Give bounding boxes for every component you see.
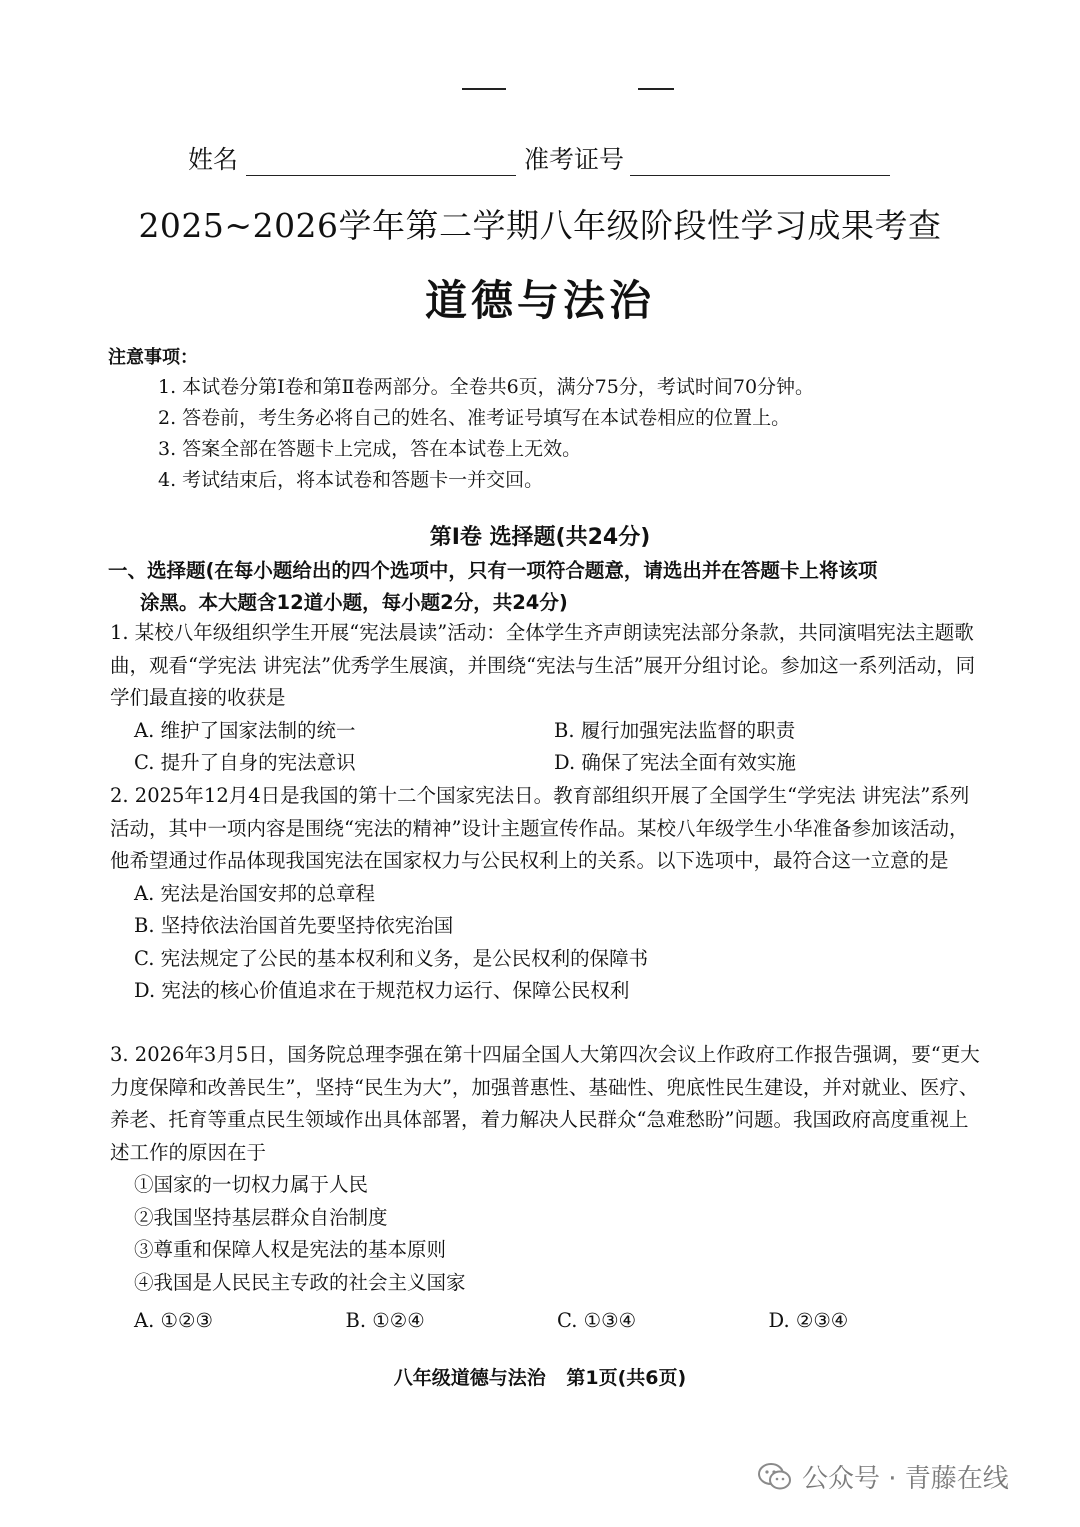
statement-item: ③尊重和保障人权是宪法的基本原则 xyxy=(134,1238,447,1261)
watermark-text: 公众号 · 青藤在线 xyxy=(802,1464,1009,1494)
section-heading-line: 涂黑。本大题含12道小题，每小题2分，共24分) xyxy=(140,591,568,614)
question-2 xyxy=(110,780,980,1008)
page-footer xyxy=(0,1363,1080,1390)
question-stem: 1. 某校八年级组织学生开展“宪法晨读”活动：全体学生齐声朗读宪法部分条款，共同演唱宪法主题歌曲，观看“学宪法 讲宪法”优秀学生展演，并围绕“宪法与生活”展开分组讨论。参加这一系列活动，同学们最直接的收获是 xyxy=(110,621,976,709)
name-blank xyxy=(246,151,516,176)
id-label: 准考证号 xyxy=(524,145,625,174)
name-label: 姓名 xyxy=(188,145,239,174)
section-heading-line: 一、选择题(在每小题给出的四个选项中，只有一项符合题意，请选出并在答题卡上将该项 xyxy=(108,559,878,582)
question-stem: 3. 2026年3月5日，国务院总理李强在第十四届全国人大第四次会议上作政府工作报告强调，要“更大力度保障和改善民生”，坚持“民生为大”，加强普惠性、基础性、兜底性民生建设，并对就业、医疗、养老、托育等重点民生领域作出具体部署，着力解决人民群众“急难愁盼”问题。我国政府高度重视上述工作的原因在于 xyxy=(110,1043,980,1164)
statement-list xyxy=(110,1169,980,1299)
notice-item: 3. 答案全部在答题卡上完成，答在本试卷上无效。 xyxy=(158,438,582,460)
candidate-info-row xyxy=(188,140,908,176)
subject-title: 道德与法治 xyxy=(424,276,655,325)
option-d: D. 宪法的核心价值追求在于规范权力运行、保障公民权利 xyxy=(134,979,630,1002)
option-c: C. ①③④ xyxy=(557,1309,637,1332)
statement-item: ④我国是人民民主专政的社会主义国家 xyxy=(134,1270,466,1294)
wechat-icon xyxy=(758,1462,792,1492)
option-list xyxy=(110,878,980,1008)
question-3 xyxy=(110,1039,980,1338)
option-c: C. 提升了自身的宪法意识 xyxy=(134,751,356,774)
part-heading: 第Ⅰ卷 选择题(共24分) xyxy=(429,525,651,550)
exam-title: 2025~2026学年第二学期八年级阶段性学习成果考查 xyxy=(138,206,942,245)
option-d: D. 确保了宪法全面有效实施 xyxy=(554,751,796,774)
question-1 xyxy=(110,617,980,780)
statement-item: ①国家的一切权力属于人民 xyxy=(134,1173,369,1196)
option-b: B. 履行加强宪法监督的职责 xyxy=(554,718,796,742)
notice-item: 1. 本试卷分第Ⅰ卷和第Ⅱ卷两部分。全卷共6页，满分75分，考试时间70分钟。 xyxy=(158,376,815,398)
footer-page: 第1页(共6页) xyxy=(566,1367,687,1389)
notice-item: 2. 答卷前，考生务必将自己的姓名、准考证号填写在本试卷相应的位置上。 xyxy=(158,407,791,429)
option-b: B. ①②④ xyxy=(345,1309,425,1332)
notice-list xyxy=(158,372,1018,496)
id-blank xyxy=(630,151,890,176)
option-c: C. 宪法规定了公民的基本权利和义务，是公民权利的保障书 xyxy=(134,946,649,970)
option-a: A. 宪法是治国安邦的总章程 xyxy=(134,881,375,905)
top-marks xyxy=(462,88,682,92)
option-b: B. 坚持依法治国首先要坚持依宪治国 xyxy=(134,914,454,937)
option-a: A. ①②③ xyxy=(134,1309,213,1332)
question-stem: 2. 2025年12月4日是我国的第十二个国家宪法日。教育部组织开展了全国学生“学宪法 讲宪法”系列活动，其中一项内容是围绕“宪法的精神”设计主题宣传作品。某校八年级学生小华准备参加该活动，他希望通过作品体现我国宪法在国家权力与公民权利上的关系。以下选项中，最符合这一立意的是 xyxy=(110,784,970,872)
option-d: D. ②③④ xyxy=(768,1309,849,1332)
statement-item: ②我国坚持基层群众自治制度 xyxy=(134,1205,388,1229)
notice-heading: 注意事项： xyxy=(108,347,198,368)
option-row xyxy=(110,1305,980,1338)
footer-subject: 八年级道德与法治 xyxy=(393,1367,546,1389)
section-heading xyxy=(108,555,988,619)
option-grid xyxy=(110,715,980,780)
option-a: A. 维护了国家法制的统一 xyxy=(134,718,356,742)
watermark xyxy=(758,1458,1009,1495)
notice-item: 4. 考试结束后，将本试卷和答题卡一并交回。 xyxy=(158,469,544,491)
